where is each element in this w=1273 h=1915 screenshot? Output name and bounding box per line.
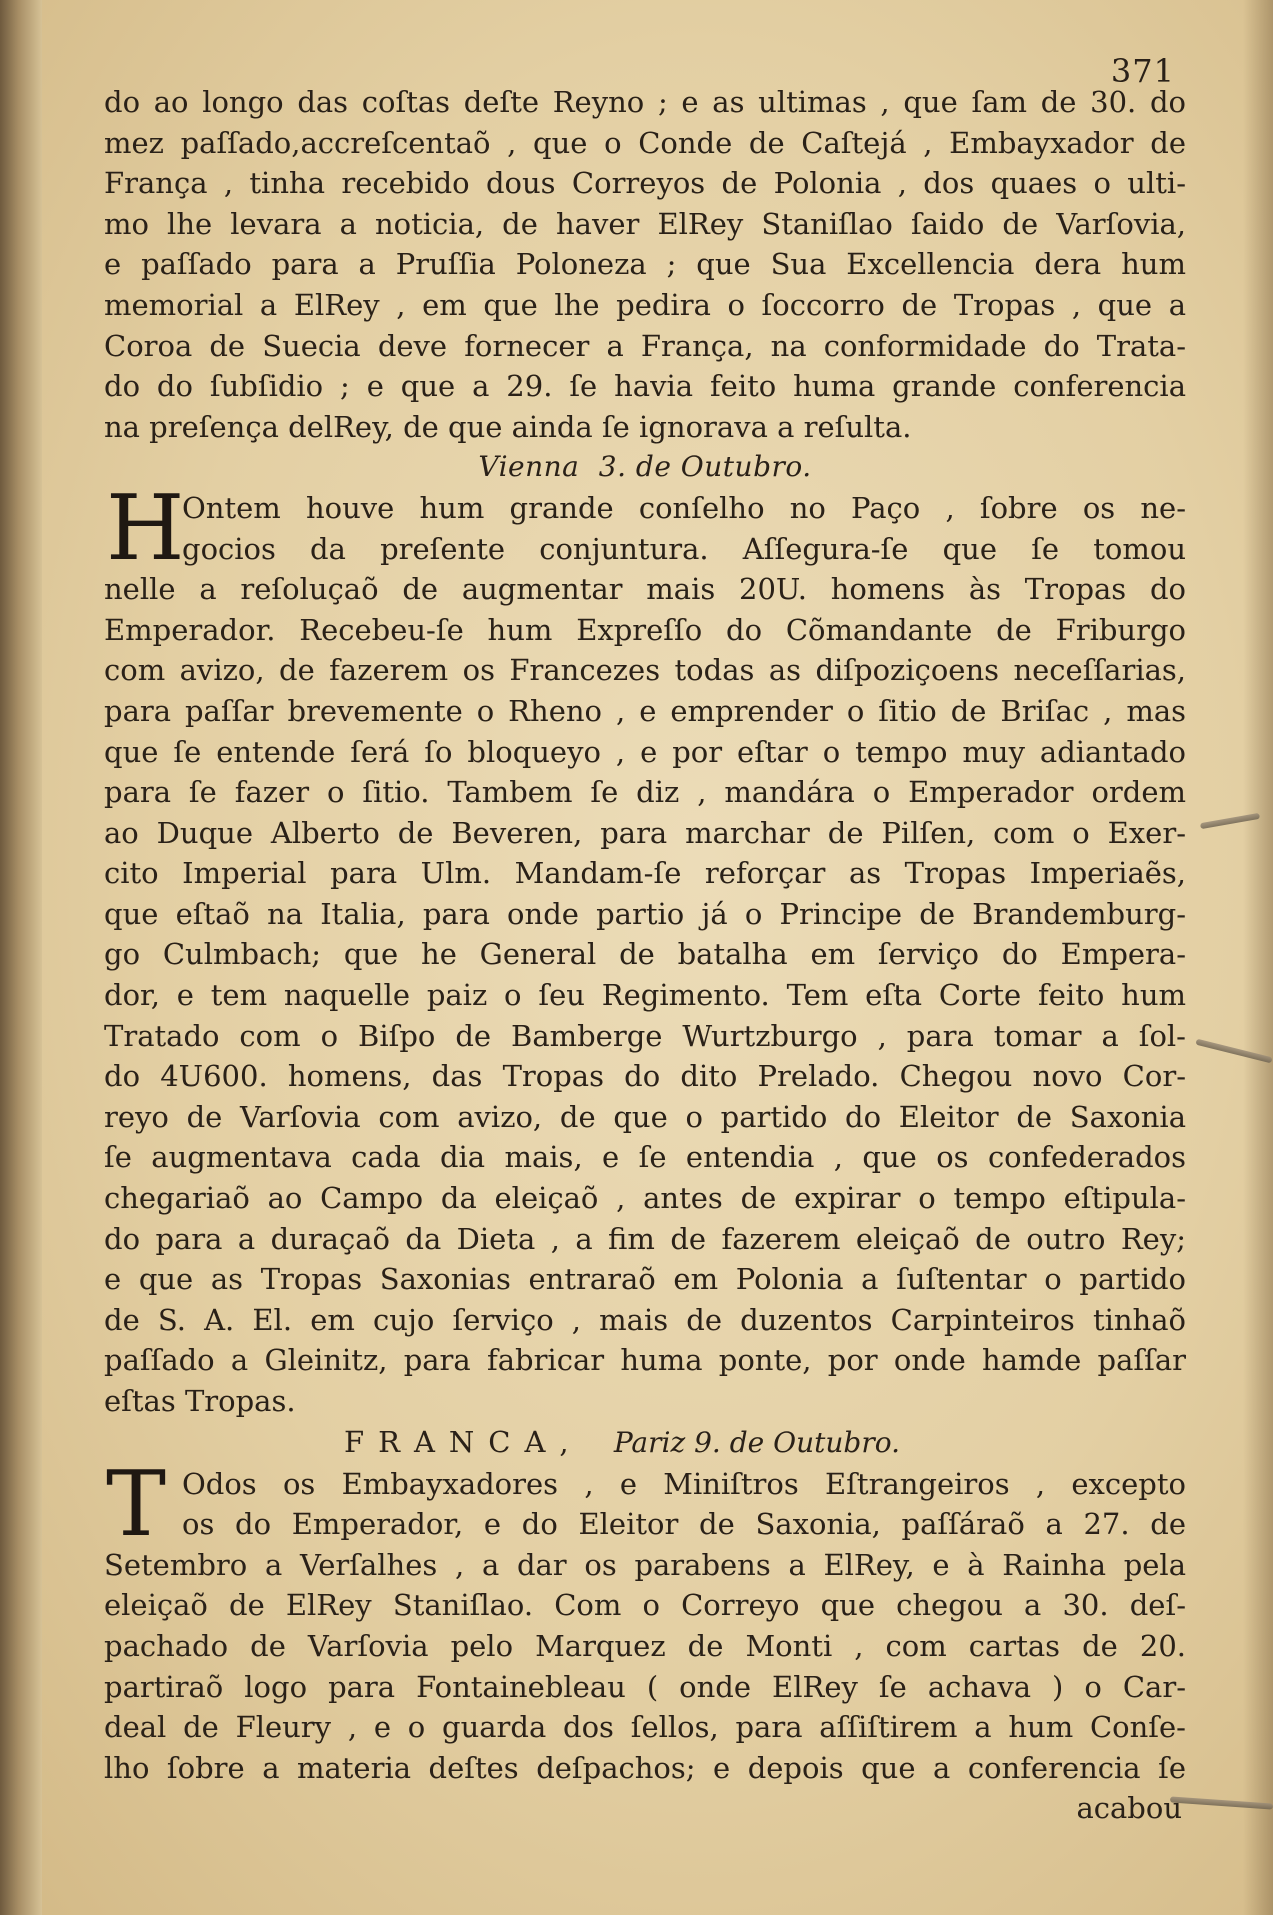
vienna-paragraph [104, 475, 1186, 1422]
article-text [104, 82, 1186, 1829]
text-line: deal de Fleury , e o guarda dos ſellos, para aſſiſtirem a hum Conſe- [104, 1710, 1186, 1745]
text-line: gocios da preſente conjuntura. Aſſegura-ſe que ſe tomou [182, 531, 1186, 566]
text-line: Odos os Embayxadores , e Miniſtros Eſtrangeiros , excepto [182, 1466, 1186, 1501]
text-line: memorial a ElRey , em que lhe pedira o ſoccorro de Tropas , que a [104, 287, 1186, 322]
text-line: os do Emperador, e do Eleitor de Saxonia, paſſáraõ a 27. de [182, 1507, 1186, 1542]
text-line: do 4U600. homens, das Tropas do dito Prelado. Chegou novo Cor- [104, 1059, 1186, 1094]
france-paragraph [104, 1451, 1186, 1789]
text-line: e que as Tropas Saxonias entraraõ em Polonia a ſuſtentar o partido [104, 1262, 1186, 1297]
text-line: ao Duque Alberto de Beveren, para marchar de Pilſen, com o Exer- [104, 815, 1186, 850]
text-line: dor, e tem naquelle paiz o ſeu Regimento. Tem eſta Corte feito hum [104, 978, 1186, 1013]
text-line: lho ſobre a materia deſtes deſpachos; e depois que a conferencia ſe [104, 1750, 1186, 1785]
text-line: mez paſſado,accreſcentaõ , que o Conde de Caſtejá , Embayxador de [104, 125, 1186, 160]
text-line: cito Imperial para Ulm. Mandam-ſe reforçar as Tropas Imperiaẽs, [104, 856, 1186, 891]
text-line: nelle a reſoluçaõ de augmentar mais 20U. homens às Tropas do [104, 572, 1186, 607]
text-line: reyo de Varſovia com avizo, de que o partido do Eleitor de Saxonia [104, 1099, 1186, 1134]
text-line: partiraõ logo para Fontainebleau ( onde ElRey ſe achava ) o Car- [104, 1669, 1186, 1704]
text-line: Setembro a Verſalhes , a dar os parabens a ElRey, e à Rainha pela [104, 1547, 1186, 1582]
text-line: pachado de Varſovia pelo Marquez de Monti , com cartas de 20. [104, 1628, 1186, 1663]
text-line: e paſſado para a Pruſſia Poloneza ; que Sua Excellencia dera hum [104, 247, 1186, 282]
book-gutter [0, 0, 42, 1915]
dateline-city: Vienna [478, 450, 580, 484]
section-heading-france [104, 1422, 1186, 1464]
heading-dateline: Pariz 9. de Outubro. [613, 1425, 900, 1459]
dateline-vienna [104, 447, 1186, 488]
text-line: ſe augmentava cada dia mais, e ſe entendia , que os confederados [104, 1140, 1186, 1175]
text-line: do ao longo das coſtas deſte Reyno ; e as ultimas , que ſam de 30. do [104, 85, 1186, 119]
text-line: com avizo, de fazerem os Francezes todas as diſpoziçoens neceſſarias, [104, 653, 1186, 688]
text-line: go Culmbach; que he General de batalha em ſerviço do Empera- [104, 937, 1186, 972]
text-line: chegariaõ ao Campo da eleiçaõ , antes de expirar o tempo eſtipula- [104, 1181, 1186, 1216]
text-line: mo lhe levara a noticia, de haver ElRey Staniſlao ſaido de Varſovia, [104, 206, 1186, 241]
text-line: Ontem houve hum grande conſelho no Paço , ſobre os ne- [182, 490, 1186, 525]
text-line: do do ſubſidio ; e que a 29. ſe havia feito huma grande conferencia [104, 369, 1186, 404]
text-line: de S. A. El. em cujo ſerviço , mais de duzentos Carpinteiros tinhaõ [104, 1302, 1186, 1337]
text-line: eſtas Tropas. [104, 1384, 296, 1418]
catchword: acabou [1076, 1791, 1182, 1826]
text-line: Coroa de Suecia deve fornecer a França, na conformidade do Trata- [104, 328, 1186, 363]
text-line: na preſença delRey, de que ainda ſe ignorava a reſulta. [104, 409, 912, 444]
text-line: eleiçaõ de ElRey Staniſlao. Com o Correyo que chegou a 30. deſ- [104, 1588, 1186, 1623]
page-number: 371 [1110, 52, 1175, 90]
text-line: paſſado a Gleinitz, para fabricar huma ponte, por onde hamde paſſar [104, 1343, 1186, 1378]
text-line: para ſe fazer o ſitio. Tambem ſe diz , mandára o Emperador ordem [104, 775, 1186, 810]
text-line: para paſſar brevemente o Rheno , e emprender o ſitio de Briſac , mas [104, 693, 1186, 728]
intro-paragraph [104, 82, 1186, 447]
heading-country: FRANCA, [344, 1424, 583, 1459]
dateline-date: 3. de Outubro. [598, 450, 812, 484]
text-line: Emperador. Recebeu-ſe hum Expreſſo do Cõmandante de Friburgo [104, 612, 1186, 647]
text-line: do para a duraçaõ da Dieta , a fim de fazerem eleiçaõ de outro Rey; [104, 1221, 1186, 1256]
drop-cap: H [106, 475, 185, 581]
page-edge-shadow [1243, 0, 1273, 1915]
text-line: que eſtaõ na Italia, para onde partio já o Principe de Brandemburg- [104, 896, 1186, 931]
drop-cap: T [106, 1451, 167, 1557]
text-line: França , tinha recebido dous Correyos de Polonia , dos quaes o ulti- [104, 166, 1186, 201]
text-line: Tratado com o Biſpo de Bamberge Wurtzburgo , para tomar a ſol- [104, 1018, 1186, 1053]
text-line: que ſe entende ſerá ſo bloqueyo , e por eſtar o tempo muy adiantado [104, 734, 1186, 769]
